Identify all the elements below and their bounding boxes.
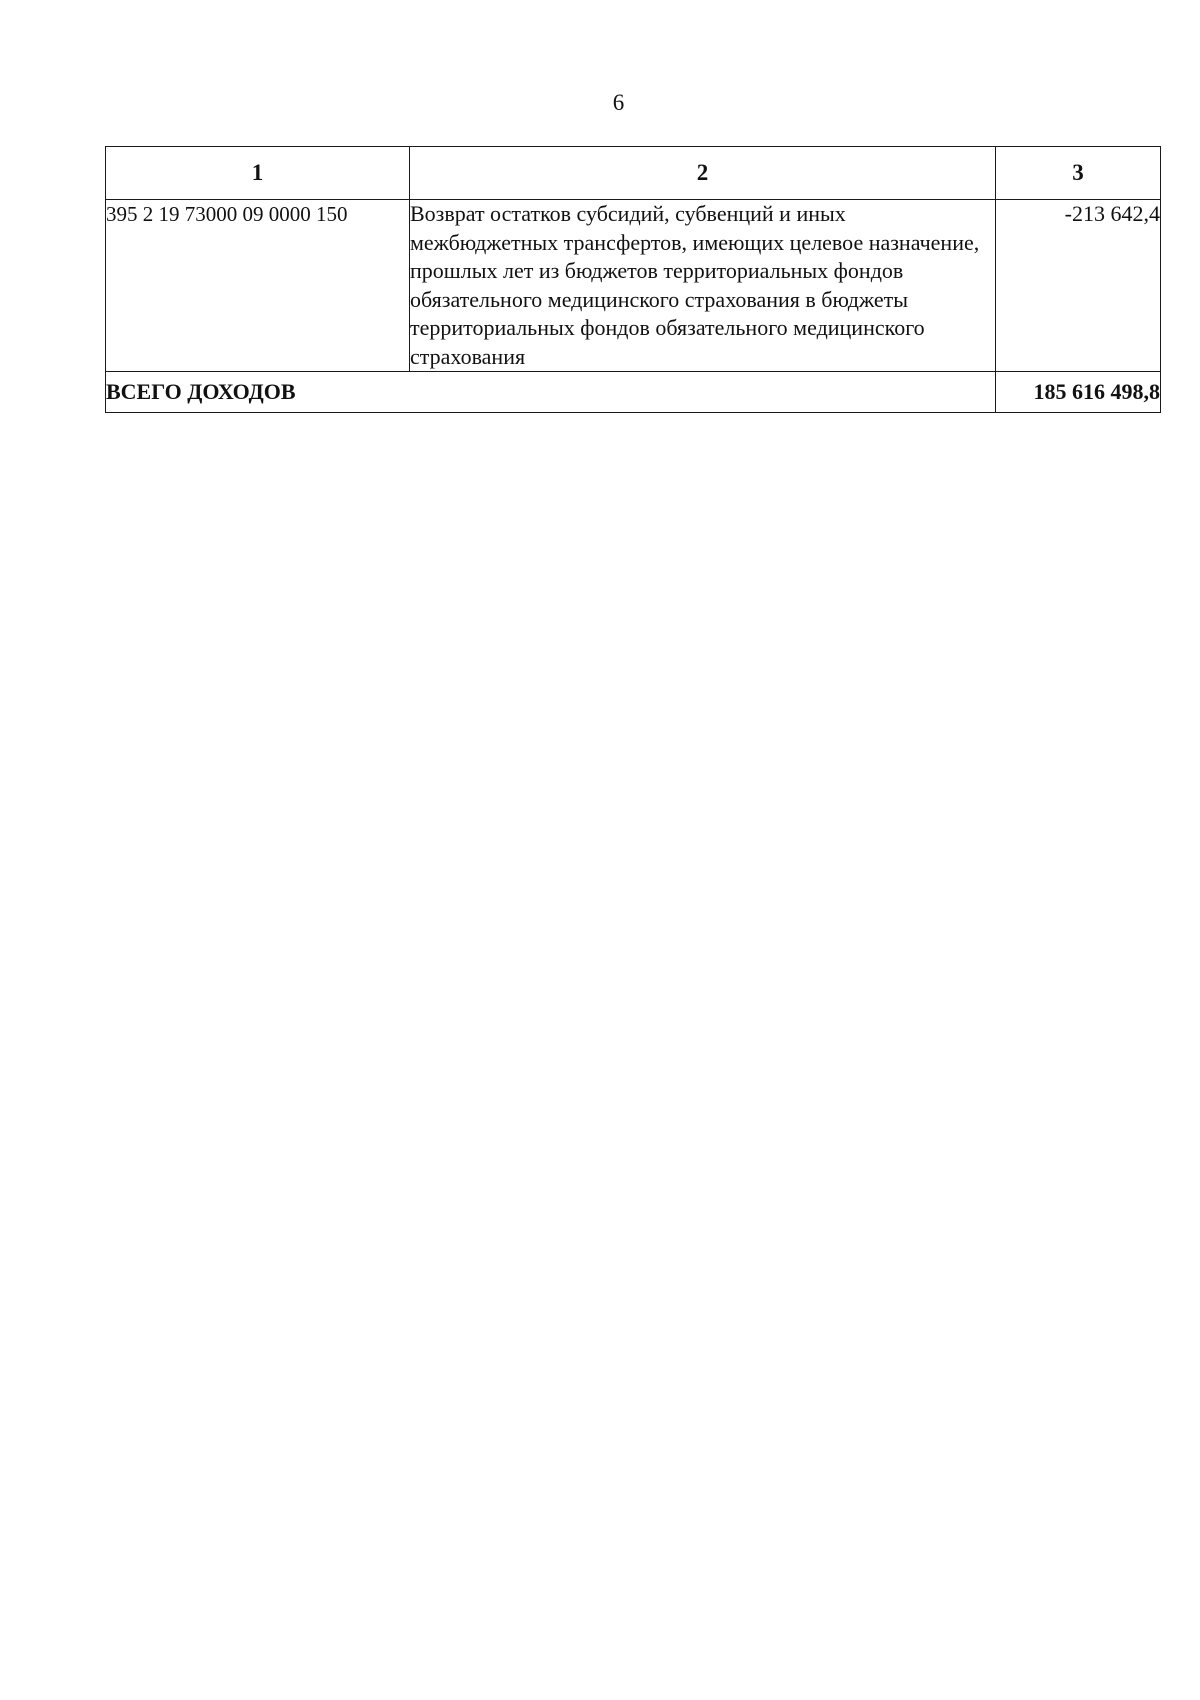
total-row xyxy=(106,372,1161,413)
revenue-amount: -213 642,4 xyxy=(996,200,1161,372)
column-header-3: 3 xyxy=(996,147,1161,200)
total-value: 185 616 498,8 xyxy=(996,372,1161,413)
page-number: 6 xyxy=(612,90,625,115)
table-header-row xyxy=(106,147,1161,200)
revenue-name: Возврат остатков субсидий, субвенций и иных межбюджетных трансфертов, имеющих целевое назначение, прошлых лет из бюджетов территориальных фондов обязательного медицинского страхования в бюджеты территориальных фондов обязательного медицинского страхования xyxy=(410,200,996,372)
revenue-table xyxy=(105,146,1161,413)
column-header-2: 2 xyxy=(410,147,996,200)
column-header-1: 1 xyxy=(106,147,410,200)
table-row xyxy=(106,200,1161,372)
total-label: ВСЕГО ДОХОДОВ xyxy=(106,372,996,413)
budget-classification-code: 395 2 19 73000 09 0000 150 xyxy=(106,200,410,372)
